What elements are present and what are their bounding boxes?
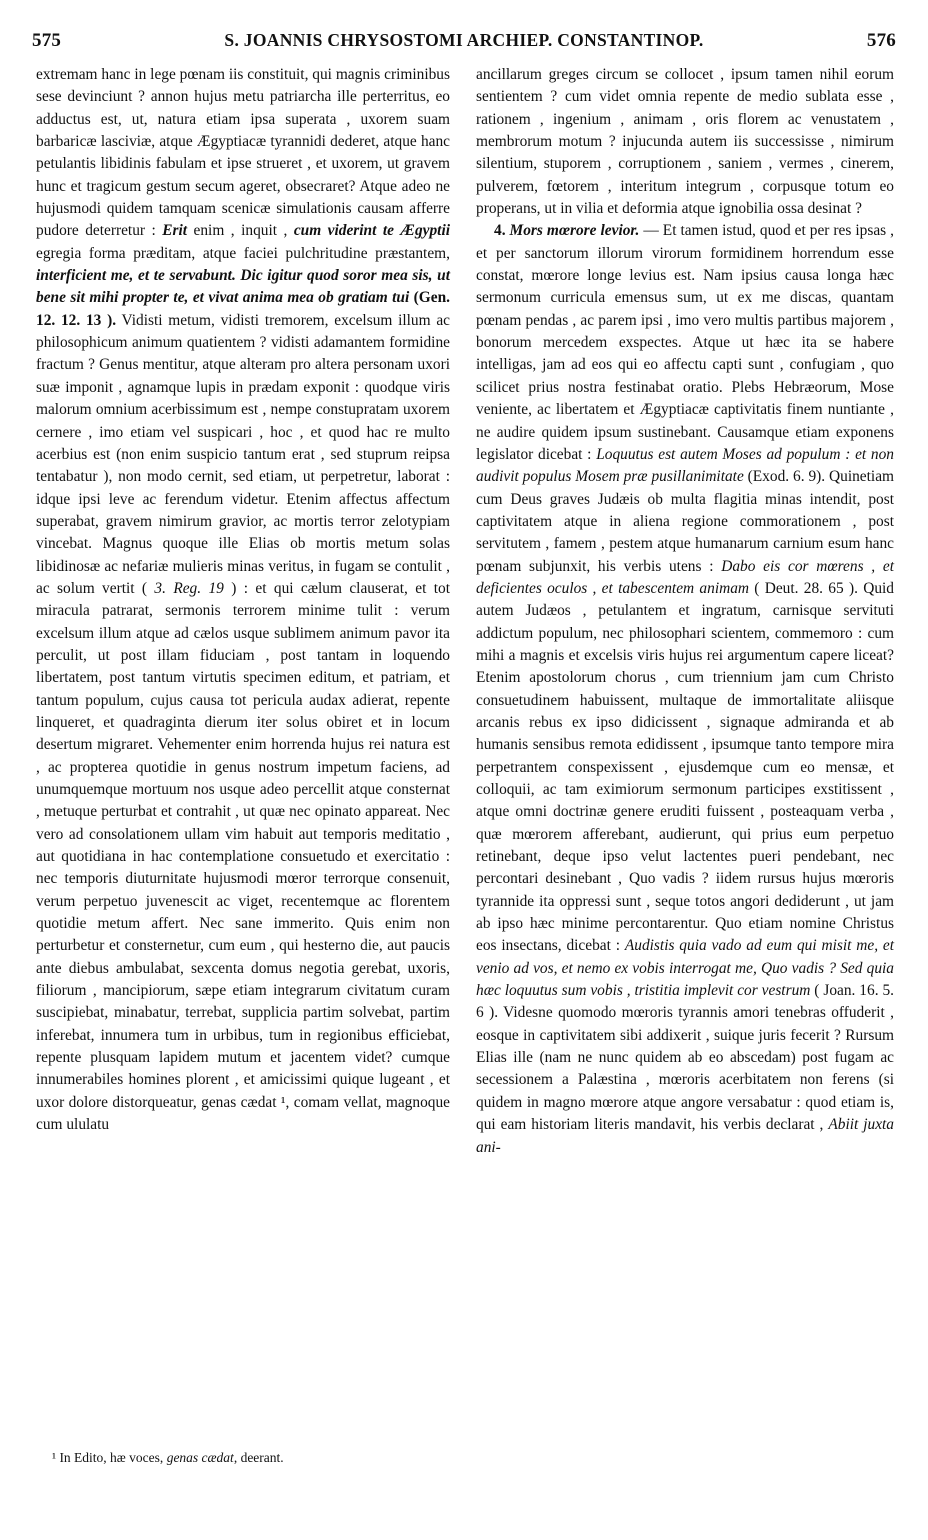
left-column — [36, 64, 450, 1137]
running-title: S. JOANNIS CHRYSOSTOMI ARCHIEP. CONSTANTINOP. — [224, 30, 704, 50]
text-run: ) : et qui cælum clauserat, et tot miracula patrarat, sermonis terrorem minime tulit : verum excelsum illum atque ad cælos usque sublimem animum pavor ita perculit, ut post illam fiduciam , post tantam in loquendo libertatem, post tantum virtutis specimen editum, et patriam, et tantum populum, cujus causa tot pericula audax adierat, repente linqueret, et quadraginta dierum iter solus obiret et in locum desertum migraret. Vehementer enim horrenda hujus rei natura est , ac propterea quotidie in genus nostrum impetum faciens, ad unumquemque mortuum nos usque adeo percellit atque consternat , metuque perturbat et contrahit , ut quæ nec opinato appareat. Nec vero ad consolationem ullam vim habuit aut temporis meditatio , aut quotidiana in hac contemplatione consuetudo et exercitatio : nec temporis diuturnitate hujusmodi mœror terrorque consenuit, verum perpetuo juvenescit ac viget, recentemque ac florentem quotidie metum affert. Nec sane immerito. Quis enim non perturbetur et consternetur, cum eum , qui hesterno die, aut paucis ante diebus ambulabat, sexcenta domus negotia gerebat, uxoris, filiorum , mancipiorum, sæpe etiam integrarum civitatum curam suscipiebat, minabatur, terrebat, supplicia partim solvebat, partim inferebat, innumera tum in urbibus, tum in regionibus efficiebat, repente plusquam lapidem mutum et jacentem videt? cumque innumerabiles homines plorent , et amicissimi quique lugeant , et uxor dolore distorqueatur, genas cædat ¹, comam vellat, magnoque cum ululatu — [36, 579, 450, 1134]
running-header — [32, 30, 896, 64]
section-heading: Mors mœrore levior. — [509, 222, 640, 240]
text-run: — Et tamen istud, quod et per res ipsas , et per sanctorum illorum virorum formidinem horrendum esse constat, mœrore longe levius est. Nam ipsius causa longa hæc sermonum curricula emensus sum, ut ex me discas, quantam pœnam pendas , ac parem ipsi , imo vero multis partibus majorem , bonorum mercedem exspectes. Atque ut hæc ita se habere intelligas, jam ad eos qui eo affectu capti sunt , confugiam , quo scilicet prius nostra festinabat oratio. Plebs Hebræorum, Mose veniente, ac libertatem et Ægyptiacæ captivitatis finem nuntiante , ne audire quidem ipsum sustinebant. Causamque etiam exponens legislator dicebat : — [476, 222, 895, 463]
scripture-reference: ( Joan. 16. 5. 6 ). — [476, 982, 895, 1022]
text-run: Videsne quomodo mœroris tyrannis amori tenebras offuderit , eosque in captivitatem sibi addixerit , suique juris fecerit ? Rursum Elias ille (nam ne nunc quidem ab eo abscedam) post fugam ac secessionem a Palæstina , mœroris acerbitatem non ferens (si quidem in magno mœrore atque angore versabatur : quod etiam is, qui eam historiam literis mandavit, his verbis declarat , — [476, 1004, 894, 1134]
text-run: extremam hanc in lege pœnam iis constituit, qui magnis criminibus sese devinciunt ? annon hujus metu patriarcha ille perterritus, eo adductus est, ut, natura etiam ipsa superata , uxorem suam barbaricæ lasciviæ, atque Ægyptiacæ tyrannidi dederet, atque hanc petulantis libidinis fabulam et ipse strueret , et uxorem, ut gravem hunc et tragicum gestum secum ageret, obsecraret? Atque adeo ne hujusmodi quidem tamquam scenicæ simulationis causam afferre pudore deterretur : — [36, 66, 450, 240]
scripture-quote: cum viderint te Ægyptii — [293, 222, 451, 240]
footnote — [52, 1448, 452, 1468]
text-run: enim , inquit , — [187, 222, 294, 240]
scripture-quote: Loquutus est autem Moses ad populum : et non audivit populus Mosem præ pusillanimitate — [476, 445, 894, 486]
text-run: Quinetiam cum Deus graves Judæis ob multa flagitia minas intendit, post captivitatem atque in aliena regione commorationem , post servitutem , famem , pestem atque humanarum carnium esum hanc pœnam subjunxit, his verbis utens : — [476, 468, 894, 575]
scripture-quote: Abiit juxta ani- — [476, 1116, 894, 1156]
text-run: egregia forma præditam, atque faciei pulchritudine præstantem, — [36, 244, 450, 262]
right-paragraph: ancillarum greges circum se collocet , ipsum tamen nihil eorum sentientem ? cum videt omnia repente de medio sublata esse , rationem , ingenium , animam , oris florem ac venustatem , membrorum motum ? injucunda autem iis successisse , nimirum silentium, stuporem , corruptionem , saniem , vermes , cinerem, pulverem, fœtorem , interitum integrum , corpusque totum eo properans, ut in vilia et deformia atque ignobilia ossa desinat ? — [476, 66, 894, 218]
text-run: Quid autem Judæos , petulantem et ingratum, carnisque servituti addictum populum, nec philosophari scientem, commemoro : cum mihi a magnis et excelsis viris hujus rei argumentum capere liceat? Etenim apostolorum chorus , cum triennium jam cum Christo consuetudinem habuissent, multaque de immortalitate aliisque arcanis rebus ex ipso didicissent , signaque admiranda et ab humanis sensibus remota edidissent , ipsumque tanto tempore mira perpetrantem conspexissent , ejusdemque cum eo mensæ, et colloquii, ac tam eximiorum sermonum participes exstitissent , atque omni doctrinæ genere eruditi fuissent , posteaquam verba , quæ mœrorem afferebant, audierunt, qui prius eum perpetuo retinebant, deque ipso velut lactentes pueri pendebant, nec percontari desinebant , Quo vadis ? iidem rursus hujus mœroris tyrannide ita oppressi sunt , seque totos angori dediderunt , ut jam ab ipso hæc minime percontarentur. Quo etiam nomine Christus eos insectans, dicebat : — [476, 579, 894, 955]
scripture-quote: Audistis quia vado ad eum qui misit me, et venio ad vos, et nemo ex vobis interrogat me, Quo vadis ? Sed quia hæc loquutus sum vobis , tristitia implevit cor vestrum — [476, 937, 894, 1000]
scripture-quote: interficient me, et te servabunt. Dic igitur quod soror mea sis, ut bene sit mihi propter te, et vivat anima mea ob gratiam tui — [36, 267, 450, 307]
footnote-marker: ¹ — [52, 1450, 57, 1465]
section-number: 4. — [494, 222, 510, 240]
page-number-right: 576 — [866, 30, 896, 51]
page-number-left: 575 — [32, 30, 62, 51]
footnote-text: In Edito, hæ voces, — [56, 1450, 167, 1465]
footnote-text: , deerant. — [233, 1450, 284, 1465]
left-paragraph — [36, 64, 450, 1137]
scripture-quote: Dabo eis cor mœrens , et deficientes oculos , et tabescentem animam — [476, 557, 894, 597]
scripture-quote: Erit — [162, 222, 188, 240]
footnote-italic: genas cædat — [166, 1450, 234, 1465]
right-column — [476, 64, 894, 1159]
scripture-reference: (Gen. 12. 12. 13 ). — [36, 289, 451, 329]
scripture-reference: (Exod. 6. 9). — [743, 468, 826, 486]
text-run: Vidisti metum, vidisti tremorem, excelsum illum ac philosophicum animum quatientem ? vidisti adamantem formidine fractum ? Genus mentitur, atque alteram pro altera personam uxori suæ imponit , agnamque lupis in prædam exponit : quodque viris malorum omnium acerbissimum est , nempe constupratam uxorem cernere , imo etiam vel suspicari , hoc , et quod hac re multo acerbius est (non enim suspicio tantum erat , sed stuprum reipsa tentabatur ), non modo cernit, sed etiam, ut perpetretur, laborat : idque ipsi leve ac ferendum videtur. Etenim affectus affectum superabat, gravem nimirum gravior, ac mortis terror zelotypiam vincebat. Magnus quoque ille Elias ob mortis metum solas libidinosæ ac nefariæ mulieris minas veritus, in fugam se contulit , ac solum vertit ( — [36, 311, 450, 597]
scripture-reference: 3. Reg. 19 — [154, 579, 224, 597]
section-paragraph — [476, 220, 894, 1158]
scripture-reference: ( Deut. 28. 65 ). — [749, 579, 858, 597]
